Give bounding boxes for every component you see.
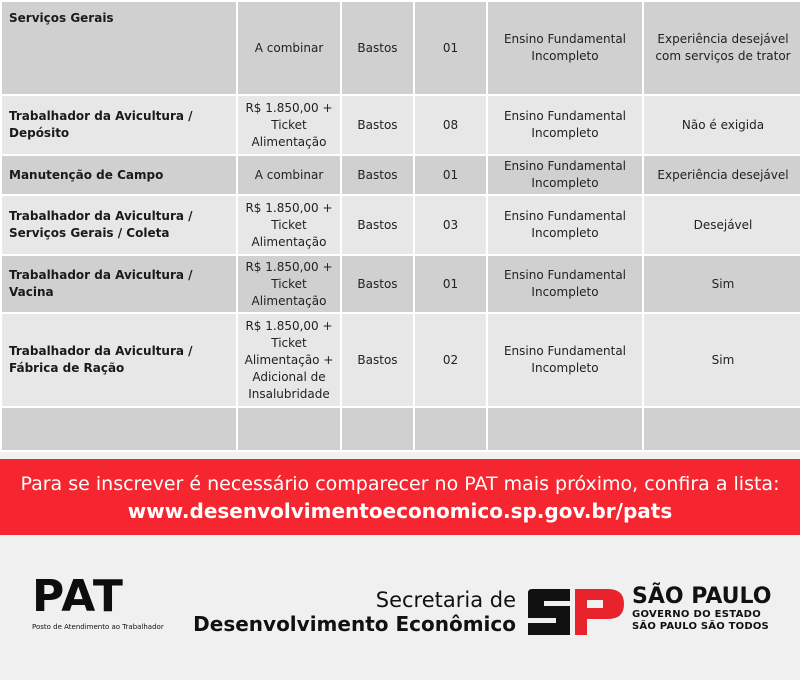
empty-cell bbox=[643, 407, 800, 451]
education-cell bbox=[487, 255, 643, 313]
text-line: A combinar bbox=[254, 167, 324, 182]
text-line: Alimentação bbox=[251, 293, 327, 308]
salary-cell bbox=[237, 195, 341, 255]
text-line: R$ 1.850,00 + bbox=[245, 318, 333, 333]
sp-slogan: SÃO PAULO SÃO TODOS bbox=[632, 621, 769, 632]
empty-cell bbox=[341, 407, 414, 451]
text-line: Ensino Fundamental bbox=[503, 344, 627, 358]
education-cell bbox=[487, 1, 643, 95]
experience-cell bbox=[643, 195, 800, 255]
table-row bbox=[1, 155, 800, 195]
text-line: Sim bbox=[711, 276, 735, 291]
vacancies-cell: 02 bbox=[414, 313, 487, 407]
experience-cell bbox=[643, 255, 800, 313]
text-line: Ticket bbox=[271, 117, 307, 132]
empty-cell bbox=[414, 407, 487, 451]
education-cell bbox=[487, 95, 643, 155]
text-line: R$ 1.850,00 + bbox=[245, 200, 333, 215]
education-cell bbox=[487, 155, 643, 195]
text-line: Incompleto bbox=[531, 49, 599, 63]
text-line: Sim bbox=[711, 352, 735, 367]
text-line: Não é exigida bbox=[681, 117, 765, 132]
city-cell: Bastos bbox=[341, 1, 414, 95]
vacancies-cell: 08 bbox=[414, 95, 487, 155]
vacancies-cell: 01 bbox=[414, 255, 487, 313]
text-line: Experiência desejável bbox=[657, 167, 789, 182]
text-line: com serviços de trator bbox=[655, 49, 791, 63]
sp-title: SÃO PAULO bbox=[632, 584, 772, 609]
vacancies-cell: 03 bbox=[414, 195, 487, 255]
table-row bbox=[1, 95, 800, 155]
text-line: Ensino Fundamental bbox=[503, 109, 627, 123]
salary-cell bbox=[237, 95, 341, 155]
sp-government: GOVERNO DO ESTADO bbox=[632, 609, 762, 620]
education-cell bbox=[487, 195, 643, 255]
empty-cell bbox=[237, 407, 341, 451]
job-title: Trabalhador da Avicultura / Depósito bbox=[1, 95, 237, 155]
text-line: Ensino Fundamental bbox=[503, 159, 627, 173]
empty-cell bbox=[487, 407, 643, 451]
city-cell: Bastos bbox=[341, 155, 414, 195]
text-line: Adicional de bbox=[252, 369, 326, 384]
job-title: Manutenção de Campo bbox=[1, 155, 237, 195]
text-line: Incompleto bbox=[531, 361, 599, 375]
table-row bbox=[1, 1, 800, 95]
text-line: Experiência desejável bbox=[657, 32, 789, 46]
text-line: R$ 1.850,00 + bbox=[245, 100, 333, 115]
table-row bbox=[1, 313, 800, 407]
salary-cell bbox=[237, 155, 341, 195]
sp-logo-icon bbox=[528, 589, 624, 639]
job-title: Trabalhador da Avicultura / Fábrica de Ração bbox=[1, 313, 237, 407]
secretaria-logo bbox=[193, 588, 516, 636]
text-line: Ensino Fundamental bbox=[503, 268, 627, 282]
text-line: Ticket bbox=[271, 217, 307, 232]
pats-link[interactable]: www.desenvolvimentoeconomico.sp.gov.br/pats bbox=[127, 499, 673, 523]
experience-cell bbox=[643, 1, 800, 95]
secretaria-line2: Desenvolvimento Econômico bbox=[193, 612, 516, 636]
text-line: Insalubridade bbox=[248, 386, 330, 401]
city-cell: Bastos bbox=[341, 95, 414, 155]
city-cell: Bastos bbox=[341, 313, 414, 407]
pat-logo bbox=[32, 571, 164, 631]
text-line: Desejável bbox=[693, 217, 753, 232]
table-row bbox=[1, 195, 800, 255]
text-line: Ensino Fundamental bbox=[503, 32, 627, 46]
footer-logos bbox=[0, 535, 800, 680]
registration-banner bbox=[0, 459, 800, 535]
text-line: Ticket bbox=[271, 335, 307, 350]
text-line: Alimentação bbox=[251, 134, 327, 149]
salary-cell bbox=[237, 1, 341, 95]
job-title: Serviços Gerais bbox=[1, 1, 237, 95]
text-line: A combinar bbox=[254, 40, 324, 55]
text-line: Incompleto bbox=[531, 126, 599, 140]
table-row bbox=[1, 255, 800, 313]
salary-cell bbox=[237, 313, 341, 407]
secretaria-line1: Secretaria de bbox=[375, 588, 516, 612]
text-line: Ensino Fundamental bbox=[503, 209, 627, 223]
job-title: Trabalhador da Avicultura / Serviços Gerais / Coleta bbox=[1, 195, 237, 255]
experience-cell bbox=[643, 155, 800, 195]
vacancies-cell: 01 bbox=[414, 1, 487, 95]
experience-cell bbox=[643, 313, 800, 407]
text-line: Ticket bbox=[271, 276, 307, 291]
salary-cell bbox=[237, 255, 341, 313]
text-line: Alimentação bbox=[251, 234, 327, 249]
city-cell: Bastos bbox=[341, 255, 414, 313]
empty-row bbox=[1, 407, 800, 451]
city-cell: Bastos bbox=[341, 195, 414, 255]
text-line: Incompleto bbox=[531, 176, 599, 190]
text-line: R$ 1.850,00 + bbox=[245, 259, 333, 274]
text-line: Alimentação + bbox=[244, 352, 334, 367]
banner-instruction: Para se inscrever é necessário comparecer no PAT mais próximo, confira a lista: bbox=[20, 473, 780, 495]
text-line: Incompleto bbox=[531, 285, 599, 299]
sao-paulo-government-logo bbox=[632, 585, 772, 633]
education-cell bbox=[487, 313, 643, 407]
pat-logo-subtitle: Posto de Atendimento ao Trabalhador bbox=[32, 623, 164, 631]
pat-logo-text: PAT bbox=[32, 571, 124, 622]
text-line: Incompleto bbox=[531, 226, 599, 240]
job-title: Trabalhador da Avicultura / Vacina bbox=[1, 255, 237, 313]
experience-cell bbox=[643, 95, 800, 155]
empty-cell bbox=[1, 407, 237, 451]
vacancies-cell: 01 bbox=[414, 155, 487, 195]
